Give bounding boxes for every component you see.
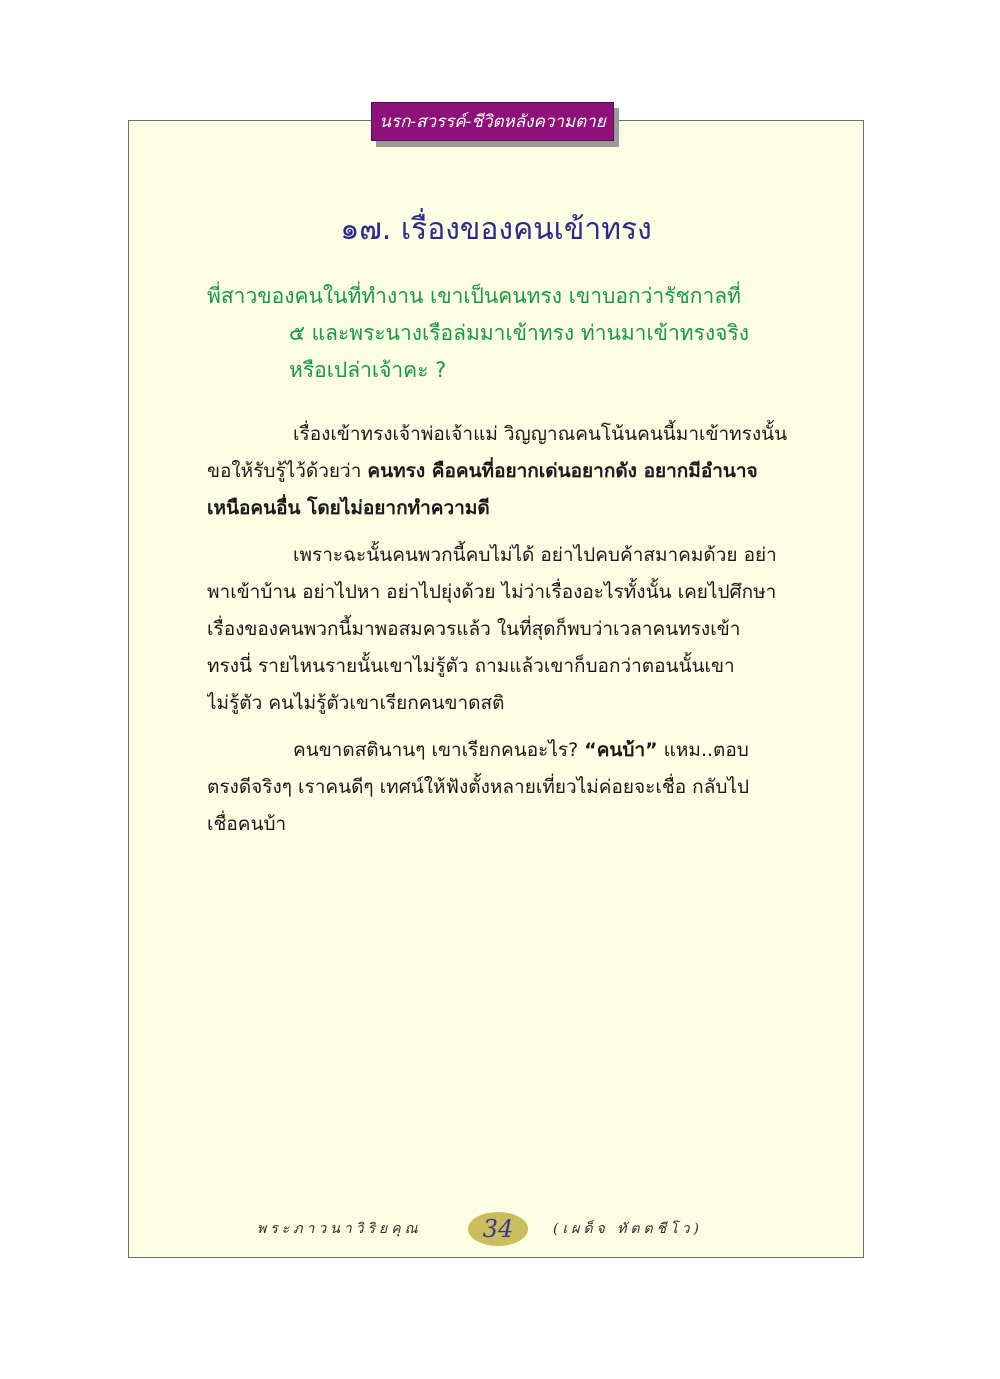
paragraph-line: เรื่องเข้าทรงเจ้าพ่อเจ้าแม่ วิญญาณคนโน้นคนนี้มาเข้าทรงนั้น <box>293 423 788 445</box>
paragraph-1 <box>207 416 797 527</box>
paragraph-text: คนขาดสตินานๆ เขาเรียกคนอะไร? <box>293 739 585 761</box>
paragraph-line: ไม่รู้ตัว คนไม่รู้ตัวเขาเรียกคนขาดสติ <box>207 692 505 714</box>
paragraph-2 <box>207 537 797 722</box>
running-header-badge: นรก-สวรรค์-ชีวิตหลังความตาย <box>371 102 614 141</box>
page-number: 34 <box>482 1215 514 1243</box>
paragraph-text: ขอให้รับรู้ไว้ด้วยว่า <box>207 460 368 482</box>
question-line: ๕ และพระนางเรือล่มมาเข้าทรง ท่านมาเข้าทรงจริง <box>289 321 750 345</box>
paragraph-line: เรื่องของคนพวกนี้มาพอสมควรแล้ว ในที่สุดก็พบว่าเวลาคนทรงเข้า <box>207 618 741 640</box>
emphasis-text: คนทรง คือคนที่อยากเด่นอยากดัง อยากมีอำนาจ <box>367 460 758 482</box>
paragraph-line: พาเข้าบ้าน อย่าไปหา อย่าไปยุ่งด้วย ไม่ว่าเรื่องอะไรทั้งนั้น เคยไปศึกษา <box>207 581 777 603</box>
question-line: พี่สาวของคนในที่ทำงาน เขาเป็นคนทรง เขาบอกว่ารัชกาลที่ <box>207 284 741 308</box>
paragraph-text: แหม..ตอบ <box>657 739 749 761</box>
paragraph-line: เชื่อคนบ้า <box>207 813 287 835</box>
paragraph-line: ตรงดีจริงๆ เราคนดีๆ เทศน์ให้ฟังตั้งหลายเที่ยวไม่ค่อยจะเชื่อ กลับไป <box>207 776 750 798</box>
page-footer <box>128 1208 864 1254</box>
chapter-title: ๑๗. เรื่องของคนเข้าทรง <box>340 212 652 247</box>
emphasis-text: “คนบ้า” <box>584 739 658 761</box>
paragraph-line: ทรงนี่ รายไหนรายนั้นเขาไม่รู้ตัว ถามแล้วเขาก็บอกว่าตอนนั้นเขา <box>207 655 735 677</box>
question-block <box>207 278 807 389</box>
paragraph-line: เพราะฉะนั้นคนพวกนี้คบไม่ได้ อย่าไปคบค้าสมาคมด้วย อย่า <box>293 544 777 566</box>
footer-book-title: พระภาวนาวิริยคุณ <box>257 1221 422 1237</box>
emphasis-line: เหนือคนอื่น โดยไม่อยากทำความดี <box>207 497 490 519</box>
answer-body <box>207 416 797 853</box>
paragraph-line <box>207 453 797 490</box>
paragraph-3 <box>207 732 797 843</box>
paragraph-line <box>207 732 797 769</box>
question-line: หรือเปล่าเจ้าคะ ? <box>289 358 447 382</box>
footer-author: (เผด็จ ทัตตชีโว) <box>553 1221 703 1237</box>
